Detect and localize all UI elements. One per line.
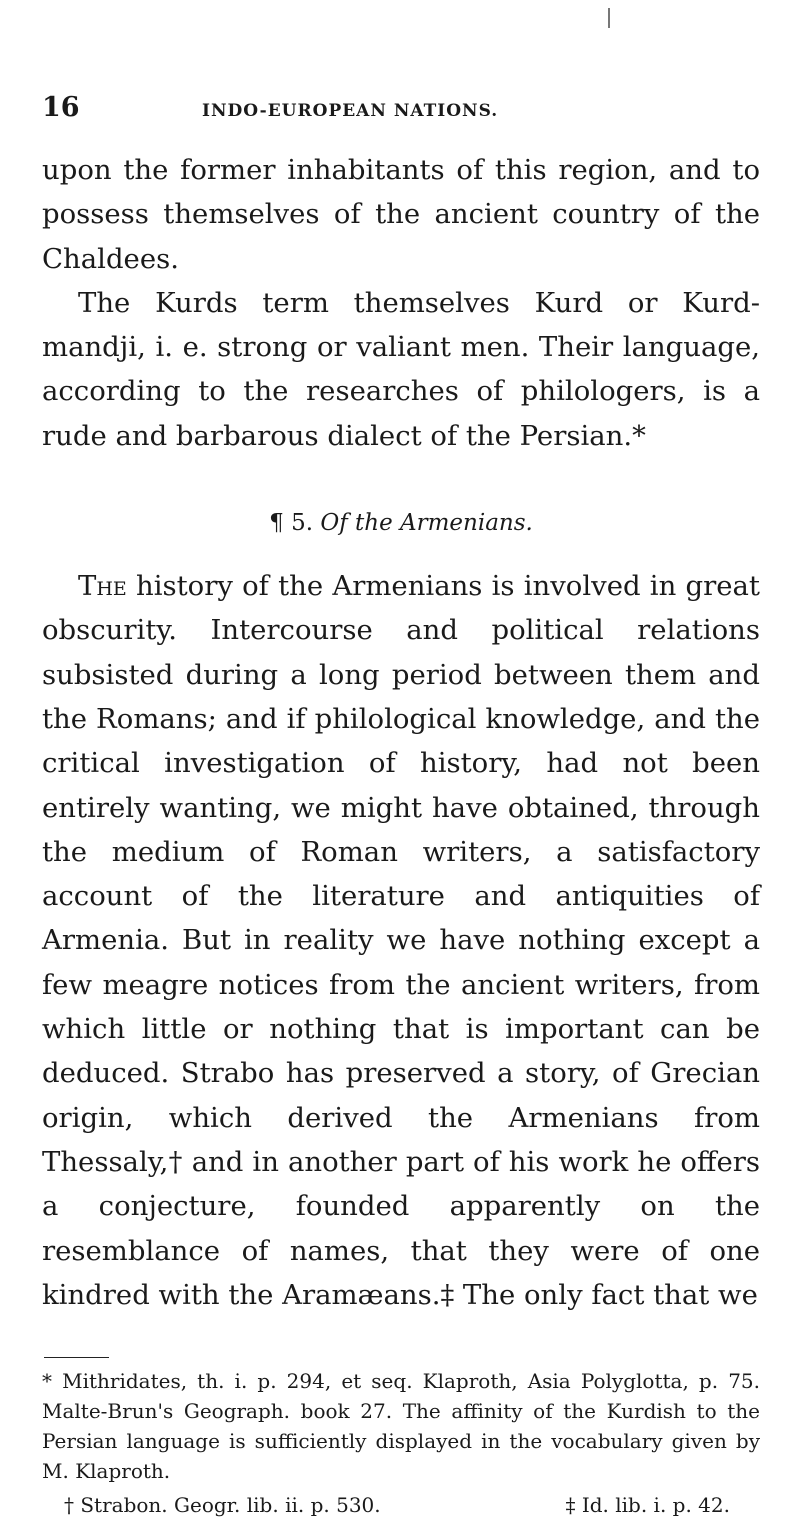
page-edge-mark	[608, 8, 610, 28]
page-number: 16	[42, 92, 80, 123]
paragraph-armenians-text: history of the Armenians is involved in great obscurity. Intercourse and political relations subsisted during a long period between them and the Romans; and if philological knowledge, and the critical investigation of history, had not been entirely wanting, we might have obtained, through the medium of Roman writers, a satisfactory account of the literature and antiquities of Armenia. But in reality we have nothing except a few meagre notices from the ancient writers, from which little or nothing that is important can be deduced. Strabo has preserved a story, of Grecian origin, which derived the Armenians from Thessaly,† and in another part of his work he offers a conjecture, founded apparently on the resemblance of names, that they were of one kindred with the Aramæans.‡ The only fact that we	[42, 570, 760, 1311]
footnote-star: * Mithridates, th. i. p. 294, et seq. Klaproth, Asia Polyglotta, p. 75. Malte-Brun's Geograph. book 27. The affinity of the Kurdish to the Persian language is sufficiently displayed in the vocabulary given by M. Klaproth.	[42, 1369, 760, 1484]
footnote-rule	[44, 1357, 109, 1358]
footnote-double-dagger: ‡ Id. lib. i. p. 42.	[565, 1493, 730, 1518]
section-mark: ¶ 5.	[269, 510, 314, 537]
running-head	[42, 92, 760, 148]
paragraph-continuation: upon the former inhabitants of this region, and to possess themselves of the ancient country of the Chaldees.	[42, 154, 760, 275]
paragraph-kurds: The Kurds term themselves Kurd or Kurd-mandji, i. e. strong or valiant men. Their language, according to the researches of philologers, is a rude and barbarous dialect of the Persian.*	[42, 286, 760, 452]
section-title: Of the Armenians.	[320, 510, 533, 537]
section-heading	[42, 510, 760, 536]
paragraph-armenians	[42, 564, 760, 1317]
running-title: INDO-EUROPEAN NATIONS.	[202, 101, 499, 121]
footnote-dagger: † Strabon. Geogr. lib. ii. p. 530.	[64, 1493, 381, 1518]
opening-word: The	[78, 570, 127, 603]
footnote-row	[42, 1486, 760, 1524]
